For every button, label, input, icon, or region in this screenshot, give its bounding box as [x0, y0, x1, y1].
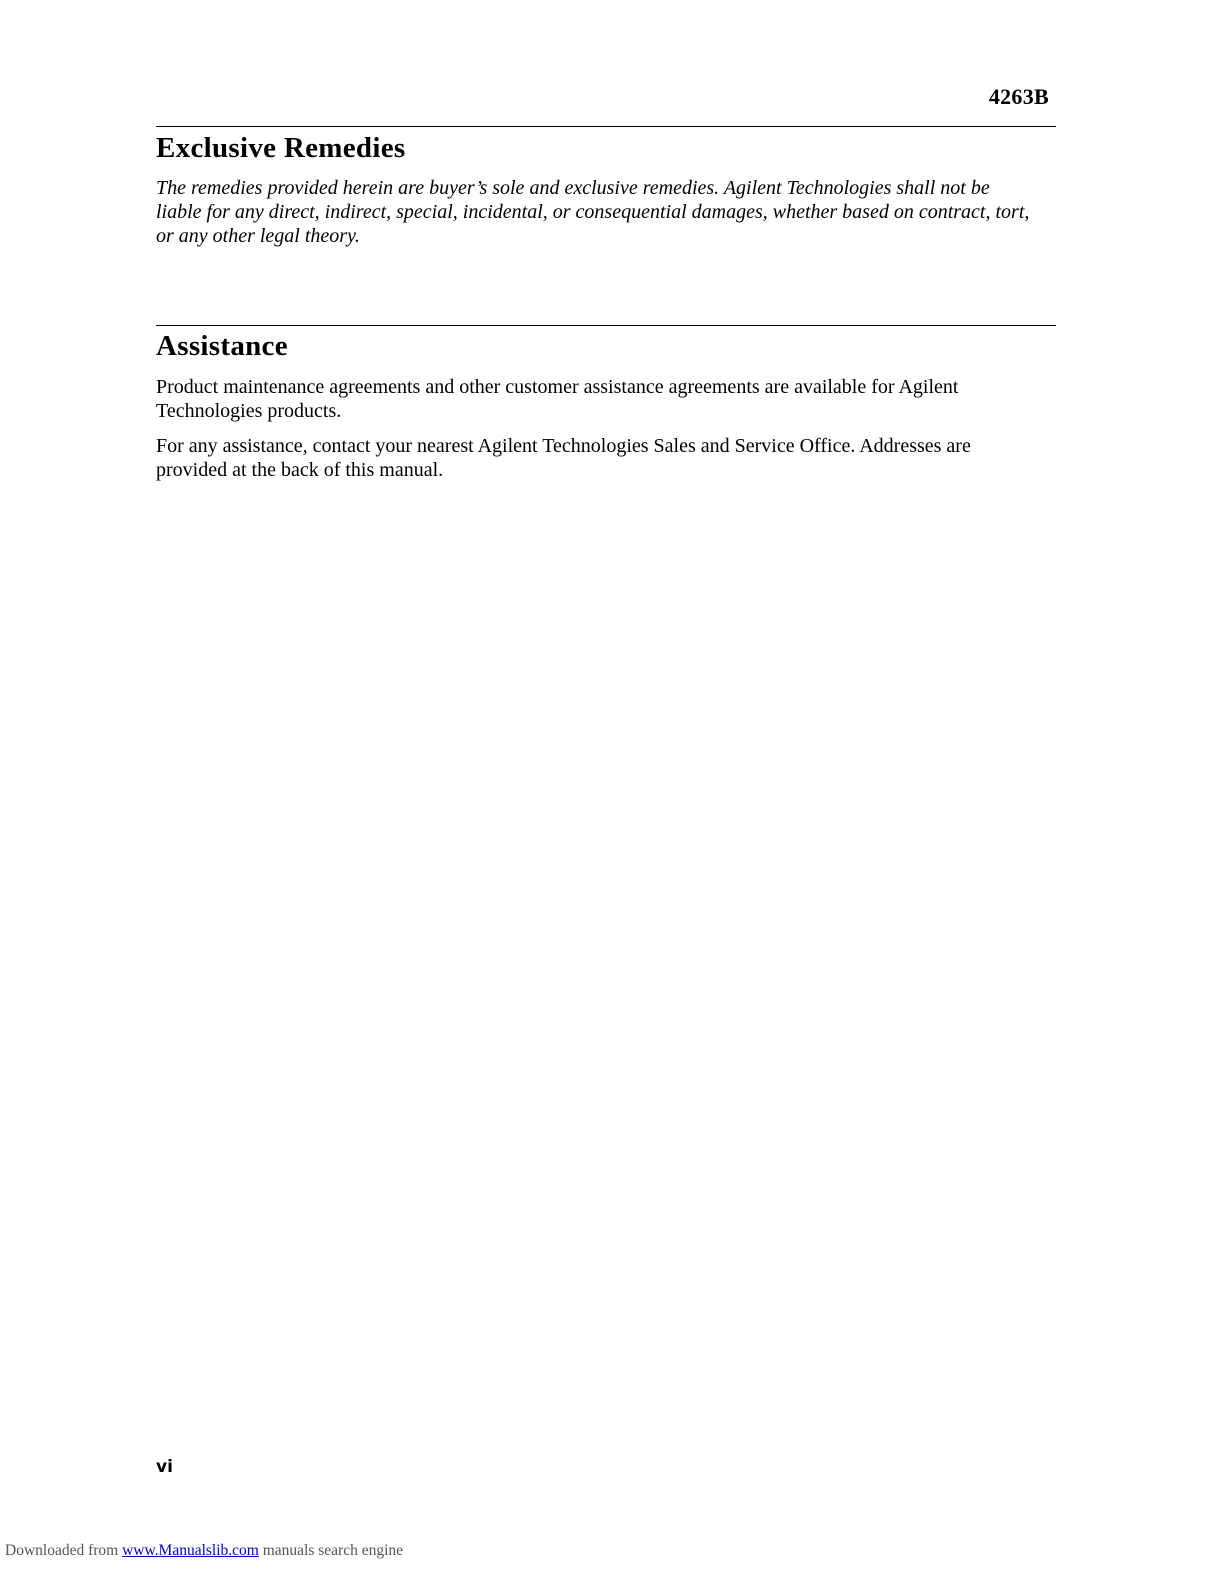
footer-suffix: manuals search engine	[262, 1542, 404, 1559]
exclusive-remedies-paragraph: The remedies provided herein are buyer’s sole and exclusive remedies. Agilent Technologies shall not be liable for any direct, indirect, special, incidental, or consequential damages, whether based on contract, tort, or any other legal theory.	[156, 177, 1030, 247]
page-number: vi	[156, 1457, 173, 1477]
running-header-model: 4263B	[988, 84, 1049, 109]
section-heading-assistance: Assistance	[156, 330, 288, 362]
section-divider	[156, 325, 1056, 326]
assistance-paragraph-agreements: Product maintenance agreements and other customer assistance agreements are available for Agilent Technologies products.	[156, 376, 959, 422]
download-footer	[5, 1542, 403, 1560]
assistance-paragraph-contact: For any assistance, contact your nearest Agilent Technologies Sales and Service Office. Addresses are provided at the back of this manual.	[156, 435, 971, 481]
manualslib-link[interactable]: www.Manualslib.com	[122, 1542, 259, 1559]
section-divider	[156, 126, 1056, 127]
section-heading-exclusive-remedies: Exclusive Remedies	[156, 132, 406, 164]
footer-prefix: Downloaded from	[5, 1542, 119, 1559]
